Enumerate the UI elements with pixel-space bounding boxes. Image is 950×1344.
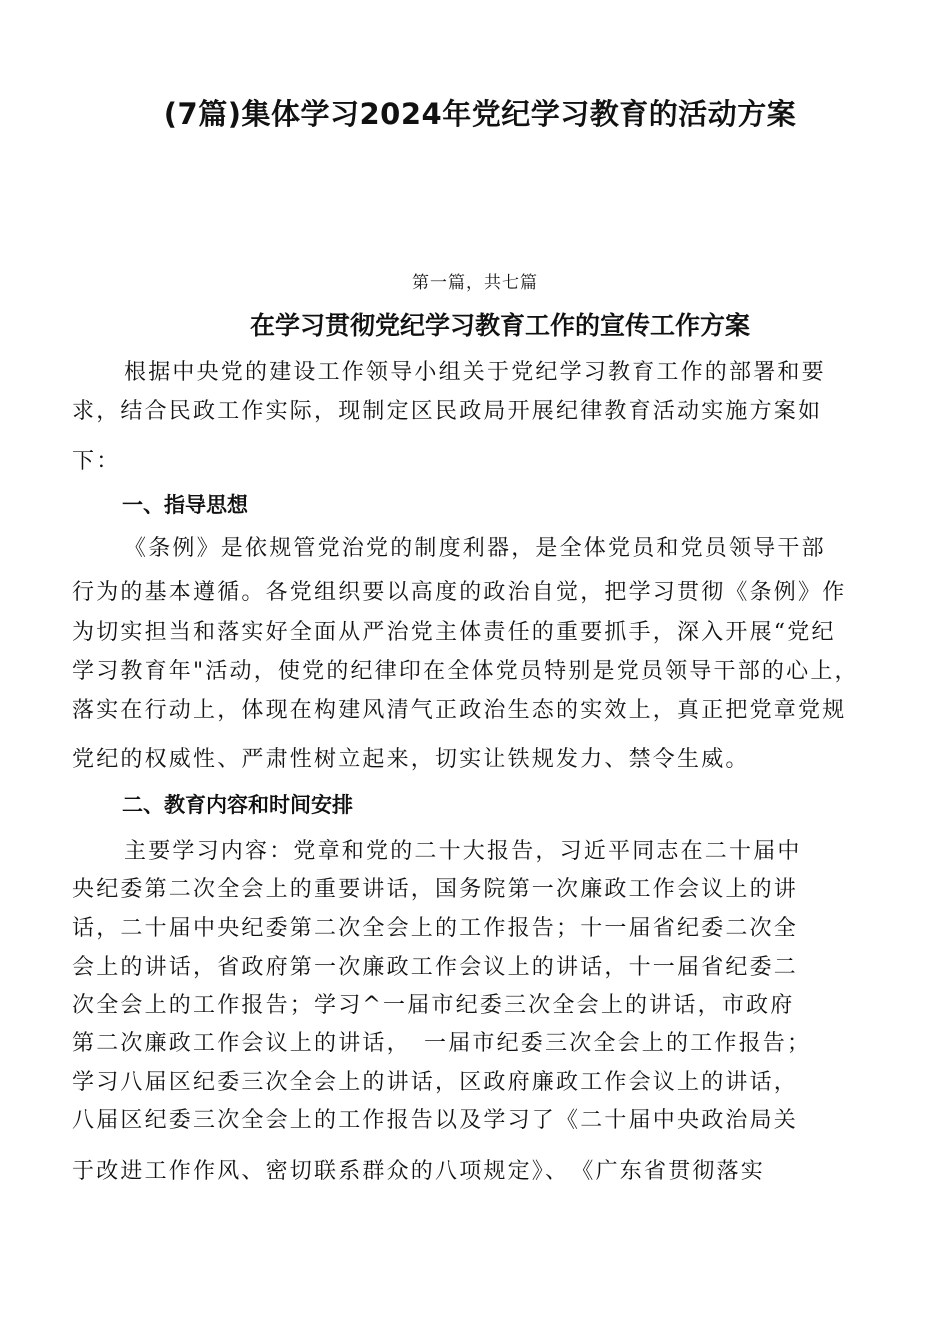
document-title: (7篇)集体学习2024年党纪学习教育的活动方案	[163, 97, 797, 131]
heading-education-content: 二、教育内容和时间安排	[122, 793, 353, 817]
intro-line: 下：	[72, 449, 121, 474]
part-label: 第一篇，共七篇	[412, 273, 538, 293]
paragraph-line: 行为的基本遵循。各党组织要以高度的政治自觉，把学习贯彻《条例》作	[72, 580, 847, 605]
paragraph-line: 为切实担当和落实好全面从严治党主体责任的重要抓手，深入开展“党纪	[72, 620, 836, 645]
paragraph-line: 主要学习内容：党章和党的二十大报告，习近平同志在二十届中	[124, 839, 802, 864]
paragraph-line: 次全会上的工作报告；学习^一届市纪委三次全会上的讲话，市政府	[72, 993, 795, 1018]
paragraph-line: 央纪委第二次全会上的重要讲话，国务院第一次廉政工作会议上的讲	[72, 877, 799, 902]
intro-line: 根据中央党的建设工作领导小组关于党纪学习教育工作的部署和要	[124, 360, 826, 385]
paragraph-line: 会上的讲话，省政府第一次廉政工作会议上的讲话，十一届省纪委二	[72, 955, 799, 980]
paragraph-line: 《条例》是依规管党治党的制度利器，是全体党员和党员领导干部	[124, 536, 826, 561]
paragraph-line: 八届区纪委三次全会上的工作报告以及学习了《二十届中央政治局关	[72, 1108, 799, 1133]
paragraph-line: 于改进工作作风、密切联系群众的八项规定》、 《广东省贯彻落实	[72, 1159, 766, 1184]
paragraph-line: 话，二十届中央纪委第二次全会上的工作报告；十一届省纪委二次全	[72, 916, 799, 941]
section-title: 在学习贯彻党纪学习教育工作的宣传工作方案	[249, 311, 750, 340]
paragraph-line: 学习八届区纪委三次全会上的讲话，区政府廉政工作会议上的讲话，	[72, 1070, 799, 1095]
paragraph-line: 落实在行动上，体现在构建风清气正政治生态的实效上，真正把党章党规	[72, 698, 847, 723]
paragraph-line: 学习教育年"活动，使党的纪律印在全体党员特别是党员领导干部的心上，	[72, 659, 859, 684]
intro-line: 求，结合民政工作实际，现制定区民政局开展纪律教育活动实施方案如	[72, 399, 823, 424]
heading-guiding-ideology: 一、指导思想	[122, 493, 248, 517]
paragraph-line: 党纪的权威性、严肃性树立起来，切实让铁规发力、禁令生威。	[72, 747, 750, 772]
paragraph-line: 第二次廉政工作会议上的讲话， 一届市纪委三次全会上的工作报告；	[72, 1031, 812, 1056]
